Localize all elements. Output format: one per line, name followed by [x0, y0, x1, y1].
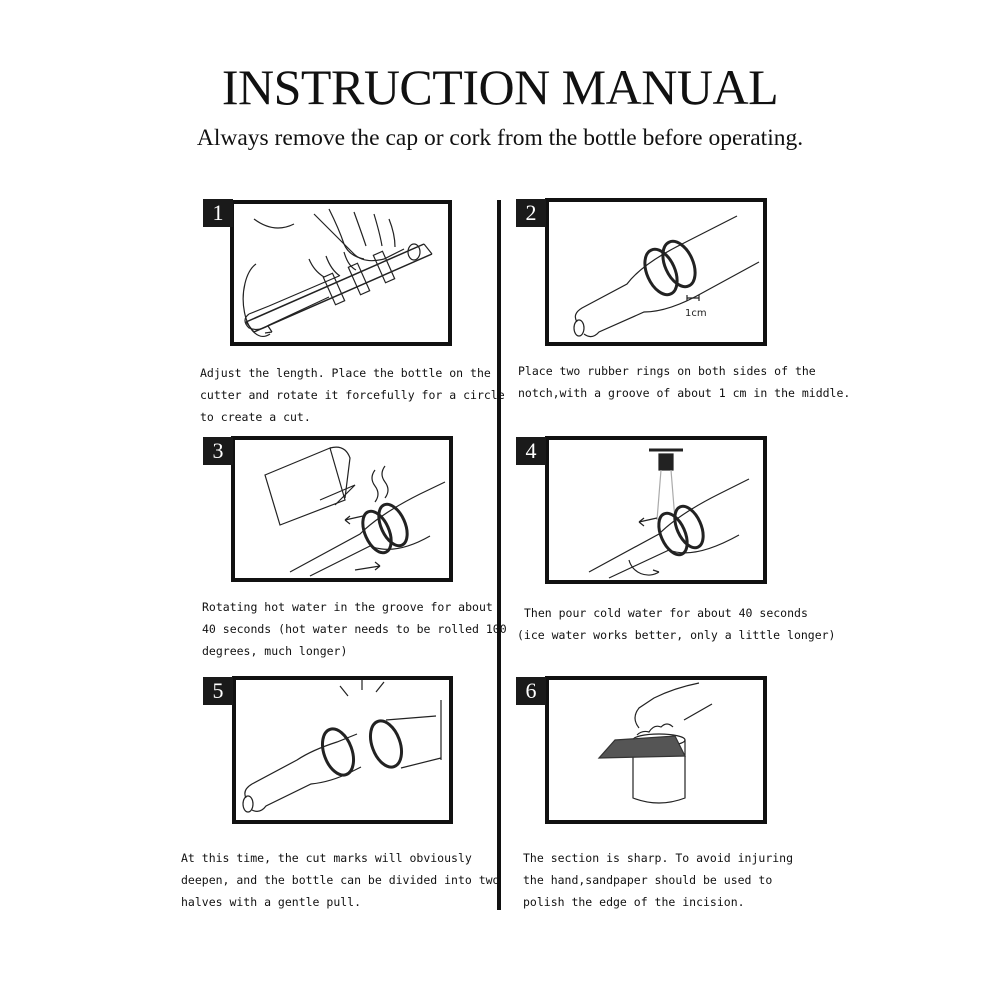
sandpaper-icon	[549, 680, 763, 820]
column-divider	[497, 200, 501, 910]
step-2-instructions	[518, 360, 850, 404]
measure-label: 1cm	[685, 308, 707, 319]
step-3-line: 40 seconds (hot water needs to be rolled 100	[202, 622, 507, 636]
step-3-illustration	[231, 436, 453, 582]
page-title: INSTRUCTION MANUAL	[221, 59, 779, 115]
step-2-number-badge: 2	[516, 199, 546, 227]
step-4-instructions	[517, 602, 836, 646]
step-1-line: Adjust the length. Place the bottle on the	[200, 366, 491, 380]
step-3-line: Rotating hot water in the groove for about	[202, 600, 493, 614]
step-1-number-badge: 1	[203, 199, 233, 227]
cold-water-icon	[549, 440, 763, 580]
step-1-line: cutter and rotate it forcefully for a circle	[200, 388, 505, 402]
step-6-instructions	[523, 847, 793, 913]
step-5-instructions	[181, 847, 500, 913]
step-6-illustration	[545, 676, 767, 824]
bottle-rings-icon	[549, 202, 763, 342]
step-5-line: deepen, and the bottle can be divided into two	[181, 873, 500, 887]
step-6-line: the hand,sandpaper should be used to	[523, 873, 773, 887]
step-2-illustration	[545, 198, 767, 346]
step-1-illustration	[230, 200, 452, 346]
step-3-line: degrees, much longer)	[202, 644, 348, 658]
step-4-line: Then pour cold water for about 40 seconds	[524, 606, 808, 620]
step-1-line: to create a cut.	[200, 410, 311, 424]
step-4-illustration	[545, 436, 767, 584]
split-bottle-icon	[236, 680, 449, 820]
step-6-line: polish the edge of the incision.	[523, 895, 745, 909]
step-6-line: The section is sharp. To avoid injuring	[523, 851, 794, 865]
bottle-cutter-icon	[234, 204, 448, 342]
step-4-number-badge: 4	[516, 437, 546, 465]
step-3-instructions	[202, 596, 507, 662]
step-5-number-badge: 5	[203, 677, 233, 705]
page-subtitle: Always remove the cap or cork from the bottle before operating.	[196, 125, 804, 151]
step-3-number-badge: 3	[203, 437, 233, 465]
step-1-instructions	[200, 362, 505, 428]
step-2-line: Place two rubber rings on both sides of the	[518, 364, 816, 378]
step-5-line: At this time, the cut marks will obviously	[181, 851, 472, 865]
step-4-line: (ice water works better, only a little longer)	[517, 628, 836, 642]
step-6-number-badge: 6	[516, 677, 546, 705]
step-5-line: halves with a gentle pull.	[181, 895, 362, 909]
step-2-line: notch,with a groove of about 1 cm in the middle.	[518, 386, 851, 400]
step-5-illustration	[232, 676, 453, 824]
hot-water-icon	[235, 440, 449, 578]
